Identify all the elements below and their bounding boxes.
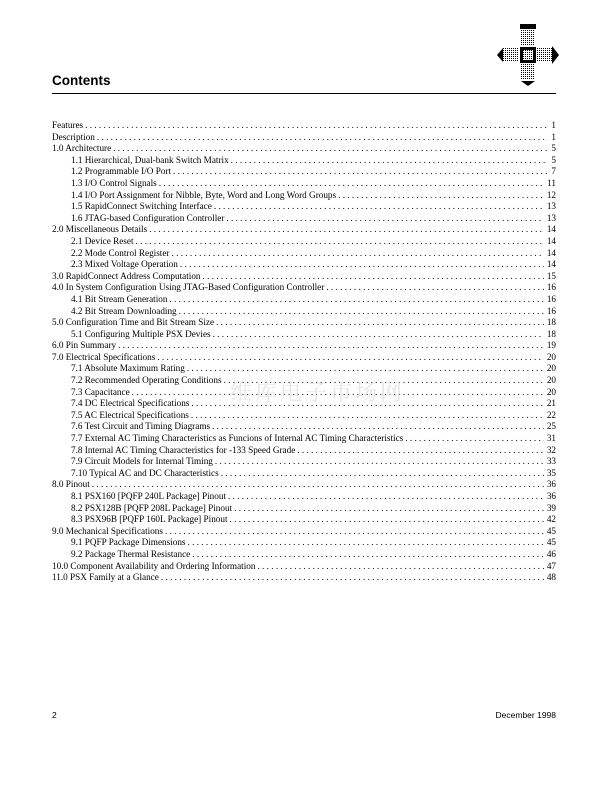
footer-page-number: 2 (52, 710, 57, 720)
toc-entry-label: 7.5 AC Electrical Specifications (71, 409, 189, 420)
toc-entry[interactable] (52, 514, 556, 526)
toc-entry-page: 25 (546, 421, 556, 432)
toc-entry-label: 5.1 Configuring Multiple PSX Devies (71, 328, 211, 339)
toc-entry-label: 3.0 RapidConnect Address Computation (52, 270, 201, 281)
toc-entry-label: 1.2 Programmable I/O Port (71, 166, 172, 177)
toc-entry-label: 7.0 Electrical Specifications (52, 351, 156, 362)
toc-entry-page: 22 (546, 409, 556, 420)
toc-entry[interactable] (52, 561, 556, 573)
toc-entry-page: 7 (551, 166, 556, 177)
toc-entry-label: 7.7 External AC Timing Characteristics as Funcions of Internal AC Timing Characteristics (71, 433, 404, 444)
toc-entry-label: 7.1 Absolute Maximum Rating (71, 363, 185, 374)
watermark: 维库电子市场网 (230, 381, 406, 406)
toc-entry[interactable] (52, 143, 556, 155)
toc-entry[interactable] (52, 526, 556, 538)
toc-entry-label: 2.3 Mixed Voltage Operation (71, 259, 178, 270)
toc-entry-label: 9.1 PQFP Package Dimensions (71, 537, 186, 548)
toc-entry-label: 7.3 Capacitance (71, 386, 130, 397)
toc-entry-page: 20 (546, 351, 556, 362)
toc-entry-page: 20 (546, 386, 556, 397)
toc-entry-label: 8.1 PSX160 [PQFP 240L Package] Pinout (71, 491, 227, 501)
toc-dot-leader (191, 410, 544, 422)
toc-dot-leader (231, 155, 549, 167)
toc-entry[interactable] (52, 306, 556, 318)
toc-entry-label: Description (52, 131, 95, 142)
toc-entry-page: 16 (546, 305, 556, 316)
toc-dot-leader (118, 340, 544, 352)
toc-entry-label: 1.0 Architecture (52, 143, 112, 154)
toc-entry-page: 14 (546, 259, 556, 270)
toc-dot-leader (326, 282, 544, 294)
toc-entry[interactable] (52, 572, 556, 584)
toc-entry[interactable] (52, 120, 556, 132)
toc-entry-label: Features (52, 120, 84, 130)
toc-entry-page: 16 (546, 293, 556, 304)
toc-entry-page: 33 (546, 456, 556, 467)
toc-entry-page: 16 (546, 282, 556, 293)
toc-entry-page: 45 (546, 537, 556, 548)
toc-entry-page: 15 (546, 270, 556, 281)
toc-dot-leader (165, 526, 544, 538)
toc-entry-label: 7.4 DC Electrical Specifications (71, 398, 190, 409)
toc-entry-label: 7.10 Typical AC and DC Characteristics (71, 467, 219, 478)
toc-entry-label: 9.0 Mechanical Specifications (52, 525, 163, 536)
toc-dot-leader (230, 514, 544, 526)
toc-entry-page: 45 (546, 525, 556, 536)
toc-entry[interactable] (52, 271, 556, 283)
toc-entry[interactable] (52, 132, 556, 144)
toc-dot-leader (180, 259, 544, 271)
toc-entry-label: 9.2 Package Thermal Resistance (71, 548, 191, 559)
toc-entry-page: 48 (546, 572, 556, 583)
toc-entry-page: 18 (546, 317, 556, 328)
toc-dot-leader (113, 143, 548, 155)
toc-entry[interactable] (52, 329, 556, 341)
toc-entry-page: 14 (546, 247, 556, 258)
toc-entry-label: 7.6 Test Circuit and Timing Diagrams (71, 421, 211, 432)
toc-entry-page: 35 (546, 467, 556, 478)
toc-dot-leader (136, 236, 544, 248)
toc-dot-leader (212, 421, 544, 433)
toc-dot-leader (173, 166, 548, 178)
toc-dot-leader (338, 190, 544, 202)
toc-entry-label: 11.0 PSX Family at a Glance (52, 572, 159, 583)
toc-dot-leader (172, 248, 544, 260)
title-divider (52, 93, 556, 94)
toc-entry-label: 4.2 Bit Stream Downloading (71, 305, 177, 316)
company-logo (497, 24, 559, 86)
toc-entry[interactable] (52, 178, 556, 190)
toc-entry[interactable] (52, 294, 556, 306)
toc-entry-label: 7.8 Internal AC Timing Characteristics for -133 Speed Grade (71, 444, 296, 455)
toc-dot-leader (405, 433, 544, 445)
toc-entry[interactable] (52, 224, 556, 236)
toc-entry[interactable] (52, 445, 556, 457)
toc-dot-leader (85, 120, 548, 132)
toc-entry[interactable] (52, 503, 556, 515)
toc-entry-page: 21 (546, 398, 556, 409)
toc-entry[interactable] (52, 155, 556, 167)
logo-left-arm (497, 48, 519, 62)
toc-dot-leader (203, 271, 544, 283)
toc-entry-page: 11 (547, 177, 556, 188)
toc-dot-leader (149, 224, 544, 236)
toc-entry[interactable] (52, 410, 556, 422)
toc-dot-leader (179, 306, 544, 318)
toc-entry-page: 14 (546, 224, 556, 235)
toc-entry-page: 20 (546, 375, 556, 386)
toc-entry-label: 2.0 Miscellaneous Details (52, 224, 148, 235)
toc-entry-label: 4.1 Bit Stream Generation (71, 293, 168, 304)
toc-entry[interactable] (52, 433, 556, 445)
toc-entry[interactable] (52, 201, 556, 213)
logo-right-arm (537, 46, 559, 64)
toc-entry[interactable] (52, 479, 556, 491)
toc-entry-page: 42 (546, 514, 556, 525)
toc-entry-label: 7.9 Circuit Models for Internal Timing (71, 456, 213, 467)
toc-entry-page: 1 (551, 131, 556, 142)
toc-dot-leader (92, 479, 544, 491)
toc-entry-label: 4.0 In System Configuration Using JTAG-Based Configuration Controller (52, 282, 325, 293)
toc-dot-leader (297, 445, 544, 457)
toc-entry-page: 36 (546, 479, 556, 490)
toc-entry-label: 10.0 Component Availability and Ordering Information (52, 560, 256, 571)
toc-dot-leader (192, 549, 544, 561)
toc-entry[interactable] (52, 491, 556, 503)
toc-dot-leader (226, 213, 543, 225)
toc-entry-page: 5 (551, 143, 556, 154)
toc-dot-leader (187, 363, 544, 375)
toc-dot-leader (214, 201, 544, 213)
toc-dot-leader (234, 503, 544, 515)
toc-entry-label: 1.6 JTAG-based Configuration Controller (71, 212, 225, 223)
table-of-contents (52, 120, 556, 584)
toc-entry[interactable] (52, 421, 556, 433)
toc-entry-page: 12 (546, 189, 556, 200)
toc-dot-leader (228, 491, 544, 503)
toc-dot-leader (213, 329, 544, 341)
toc-dot-leader (216, 317, 544, 329)
toc-entry[interactable] (52, 363, 556, 375)
page-title: Contents (52, 73, 111, 88)
toc-entry-label: 5.0 Configuration Time and Bit Stream Size (52, 317, 215, 328)
toc-entry[interactable] (52, 549, 556, 561)
toc-entry[interactable] (52, 166, 556, 178)
toc-entry-page: 31 (546, 433, 556, 444)
toc-dot-leader (161, 572, 544, 584)
toc-entry-page: 20 (546, 363, 556, 374)
toc-entry[interactable] (52, 259, 556, 271)
toc-entry-label: 1.4 I/O Port Assignment for Nibble, Byte, Word and Long Word Groups (71, 189, 337, 200)
toc-dot-leader (159, 178, 544, 190)
toc-entry-page: 5 (551, 154, 556, 165)
toc-entry[interactable] (52, 248, 556, 260)
toc-entry-page: 13 (546, 201, 556, 212)
toc-entry-page: 14 (546, 235, 556, 246)
logo-bottom-arm (521, 64, 535, 86)
toc-entry-page: 47 (546, 560, 556, 571)
toc-entry-label: 1.5 RapidConnect Switching Interface (71, 201, 212, 212)
toc-entry-label: 2.2 Mode Control Register (71, 247, 170, 258)
toc-entry-page: 19 (546, 340, 556, 351)
toc-entry[interactable] (52, 317, 556, 329)
toc-entry[interactable] (52, 282, 556, 294)
toc-entry-page: 13 (546, 212, 556, 223)
toc-entry[interactable] (52, 352, 556, 364)
toc-entry-page: 18 (546, 328, 556, 339)
toc-entry-label: 1.3 I/O Control Signals (71, 177, 157, 188)
toc-entry-page: 1 (551, 120, 556, 130)
toc-dot-leader (215, 456, 544, 468)
toc-entry-label: 8.0 Pinout (52, 479, 90, 490)
footer-date: December 1998 (495, 710, 556, 720)
toc-entry-label: 7.2 Recommended Operating Conditions (71, 375, 222, 386)
toc-dot-leader (169, 294, 543, 306)
toc-dot-leader (257, 561, 543, 573)
toc-entry[interactable] (52, 456, 556, 468)
toc-entry[interactable] (52, 468, 556, 480)
toc-dot-leader (221, 468, 544, 480)
toc-dot-leader (157, 352, 543, 364)
toc-dot-leader (188, 537, 544, 549)
logo-top-arm (520, 24, 536, 46)
toc-entry[interactable] (52, 340, 556, 352)
toc-entry[interactable] (52, 537, 556, 549)
toc-entry[interactable] (52, 236, 556, 248)
toc-entry-label: 8.2 PSX128B [PQFP 208L Package] Pinout (71, 502, 233, 513)
toc-entry-page: 46 (546, 548, 556, 559)
toc-entry-label: 2.1 Device Reset (71, 235, 134, 246)
toc-dot-leader (97, 132, 549, 144)
toc-entry-label: 1.1 Hierarchical, Dual-bank Switch Matrix (71, 154, 229, 165)
toc-entry-label: 8.3 PSX96B [PQFP 160L Package] Pinout (71, 514, 228, 525)
toc-entry[interactable] (52, 213, 556, 225)
toc-entry-page: 39 (546, 502, 556, 513)
toc-entry[interactable] (52, 190, 556, 202)
toc-entry-page: 32 (546, 444, 556, 455)
toc-entry-label: 6.0 Pin Summary (52, 340, 117, 351)
toc-entry-page: 36 (546, 491, 556, 501)
